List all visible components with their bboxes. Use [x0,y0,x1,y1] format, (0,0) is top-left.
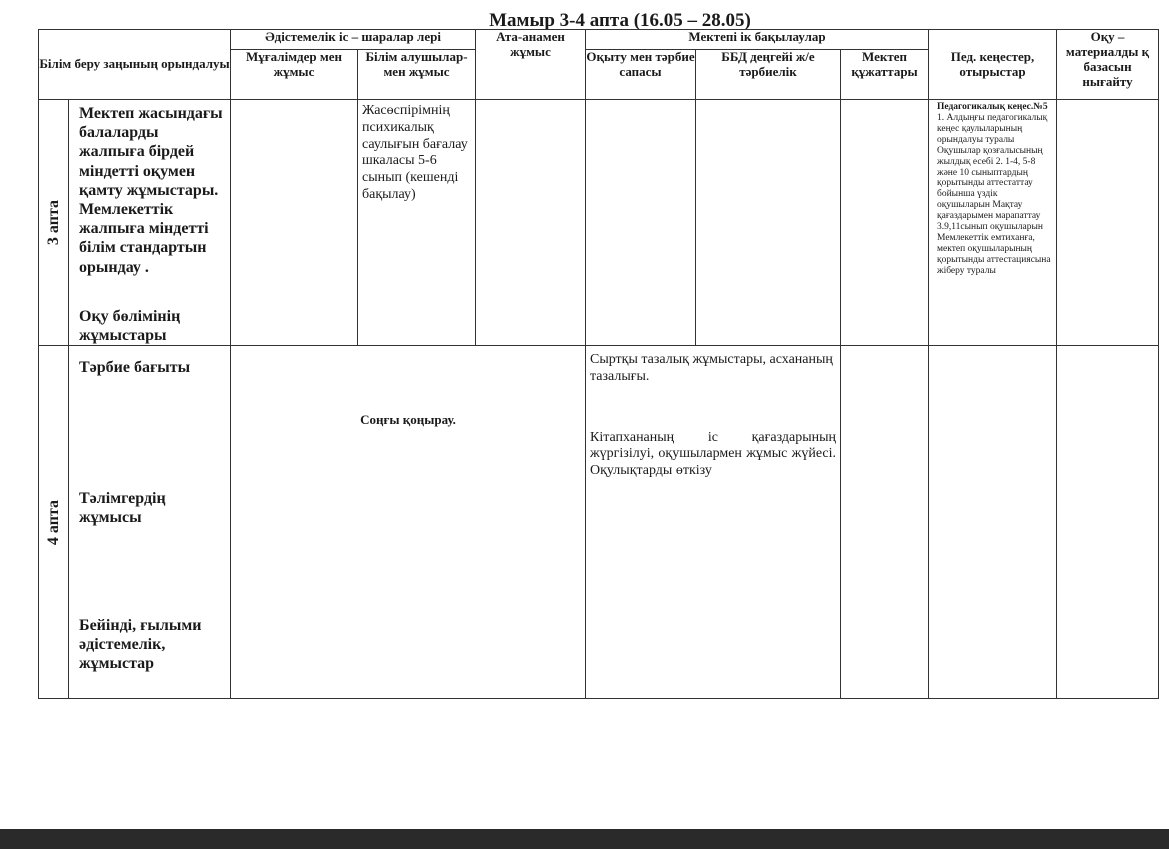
week4-control-text1: Сыртқы тазалық жұмыстары, асхананың тазалығы. [590,352,833,384]
week3-cell [39,100,69,346]
week4-event: Соңғы қоңырау. [360,412,456,428]
week3-students-text: Жасөспірімнің психикалық саулығын бағалау шкаласы 5-6 сынып (кешенді бақылау) [362,103,468,202]
week4-fulfillment [69,346,231,699]
week3-teaching-quality [586,100,696,346]
week3-with-teachers [231,100,358,346]
header-methodical: Әдістемелік іс – шаралар лері [231,30,476,50]
header-materials: Оқу – материалды қ базасын нығайту [1057,30,1159,100]
week4-label: 4 апта [44,499,62,545]
week3-with-parents [476,100,586,346]
week3-section-academic: Оқу бөлімінің жұмыстары [79,307,181,344]
week4-cell [39,346,69,699]
header-bbd-level: ББД деңгейі ж/е тәрбиелік [696,50,841,100]
week4-section-profile: Бейінді, ғылыми әдістемелік, жұмыстар [79,616,202,672]
week4-school-docs [841,346,929,699]
week3-fulfillment [69,100,231,346]
header-councils: Пед. кеңестер, отырыстар [929,30,1057,100]
week3-label: 3 апта [44,200,62,246]
week3-with-students [358,100,476,346]
header-fulfillment: Білім беру заңының орындалуы [39,30,231,100]
week4-section-upbringing: Тәрбие бағыты [79,359,191,377]
week4-materials [1057,346,1159,699]
week4-section-mentor: Тәлімгердің жұмысы [79,490,166,527]
week3-council-block [929,100,1056,277]
week3-bbd-level [696,100,841,346]
week4-councils [929,346,1057,699]
week3-main-text: Мектеп жасындағы балаларды жалпыға бірдей міндетті оқумен қамту жұмыстары. Мемлекеттік жалпыға міндетті білім стандартын орындау . [79,105,223,276]
plan-table [38,29,1159,699]
week4-control-text2: Кітапхананың іс қағаздарының жүргізілуі, оқушылармен жұмыс жүйесі. Оқулықтарды өткізу [590,429,836,479]
council-title: Педагогикалық кеңес.№5 [937,102,1048,112]
header-with-students: Білім алушылар-мен жұмыс [358,50,476,100]
week3-councils [929,100,1057,346]
page-title: Мамыр 3-4 апта (16.05 – 28.05) [489,10,751,31]
header-with-teachers: Мұғалімдер мен жұмыс [231,50,358,100]
header-teaching-quality: Оқыту мен тәрбие сапасы [586,50,696,100]
week4-control-cell [586,346,841,699]
header-school-control: Мектепі ік бақылаулар [586,30,929,50]
week4-event-cell [231,346,586,699]
scan-bottom-edge [0,829,1169,849]
week3-materials [1057,100,1159,346]
week3-school-docs [841,100,929,346]
council-body: 1. Алдыңғы педагогикалық кеңес қаулыларының орындалуы туралы Оқушылар қозғалысының жылдық есебі 2. 1-4, 5-8 және 10 сыныптардың қорытынды аттестаттау бойынша үздік оқушыларын Мақтау қағаздарымен марапаттау 3.9,11сынып оқушыларын Мемлекеттік емтиханға, мектеп оқушыларының қорытынды аттестациясына жіберу туралы [937,112,1051,276]
header-with-parents: Ата-анамен жұмыс [476,30,586,100]
header-school-docs: Мектеп құжаттары [841,50,929,100]
